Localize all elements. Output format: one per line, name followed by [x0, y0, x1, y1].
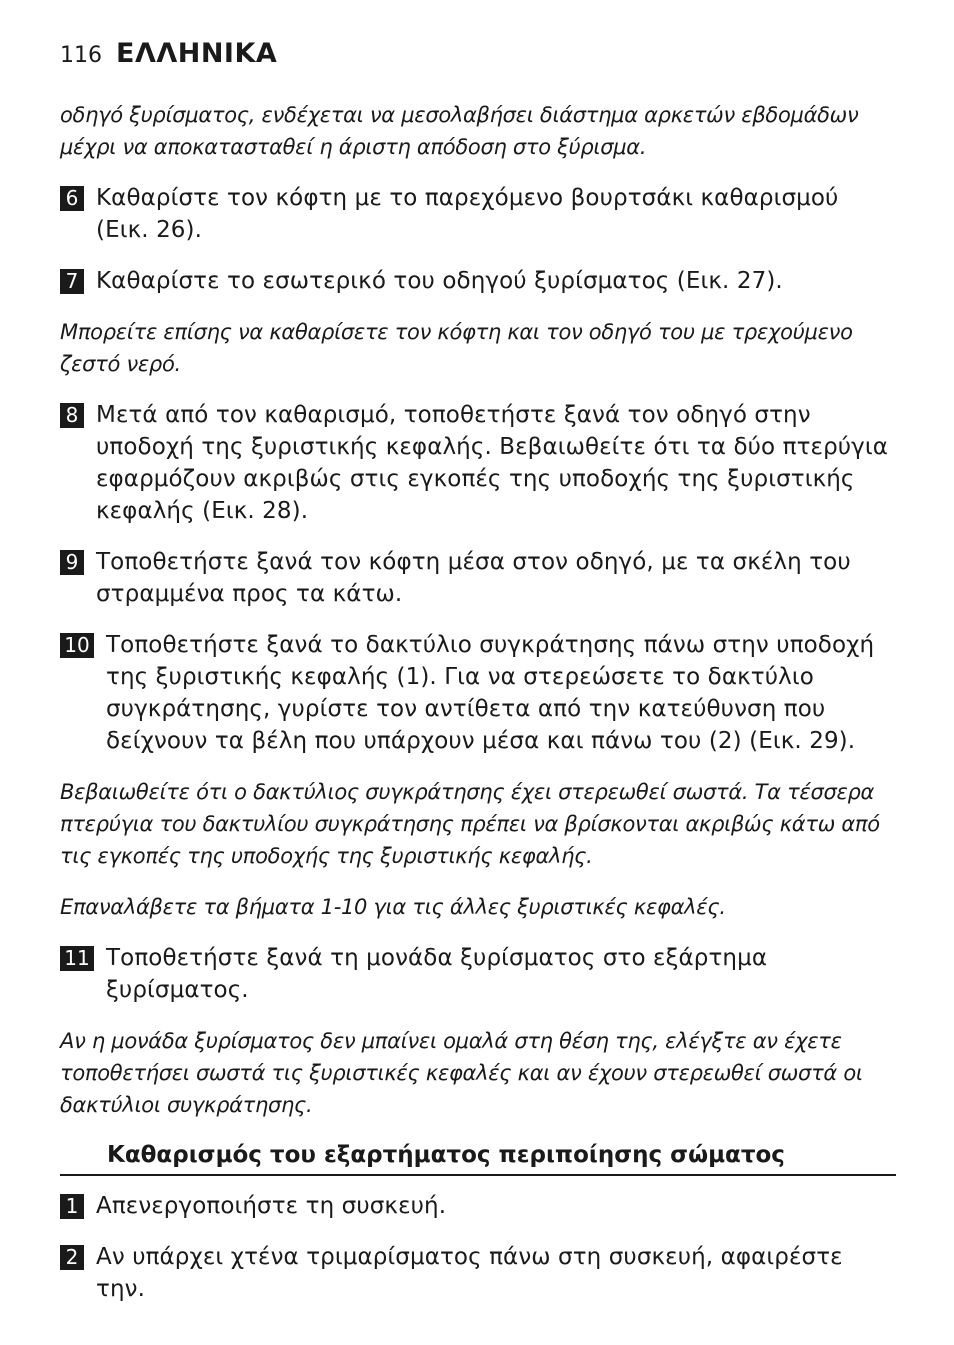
step-item — [60, 1190, 896, 1222]
section-title: ΕΛΛΗΝΙΚΑ — [116, 38, 278, 69]
subsection-title: Καθαρισμός του εξαρτήματος περιποίησης σώματος — [107, 1142, 785, 1168]
step-text: Τοποθετήστε ξανά τη μονάδα ξυρίσματος στο εξάρτημα ξυρίσματος. — [106, 945, 768, 1003]
page-number: 116 — [60, 43, 102, 68]
step-number-badge: 7 — [60, 269, 84, 294]
page-header — [60, 38, 896, 69]
note-shaving-unit: Αν η μονάδα ξυρίσματος δεν μπαίνει ομαλά στη θέση της, ελέγξτε αν έχετε τοποθετήσει σωστά τις ξυριστικές κεφαλές και αν έχουν στερεωθεί σωστά οι δακτύλιοι συγκράτησης. — [60, 1029, 863, 1117]
step-item — [60, 399, 896, 527]
step-text: Τοποθετήστε ξανά τον κόφτη μέσα στον οδηγό, με τα σκέλη του στραμμένα προς τα κάτω. — [96, 549, 851, 607]
intro-note: οδηγό ξυρίσματος, ενδέχεται να μεσολαβήσει διάστημα αρκετών εβδομάδων μέχρι να αποκατασταθεί η άριστη απόδοση στο ξύρισμα. — [60, 103, 859, 159]
step-text: Απενεργοποιήστε τη συσκευή. — [96, 1193, 447, 1219]
subsection-heading — [60, 1140, 896, 1176]
step-item — [60, 1241, 896, 1305]
step-number-badge: 2 — [60, 1245, 84, 1270]
note-repeat-steps: Επαναλάβετε τα βήματα 1-10 για τις άλλες ξυριστικές κεφαλές. — [60, 895, 726, 919]
step-number-badge: 10 — [60, 633, 94, 658]
step-item — [60, 182, 896, 246]
step-number-badge: 11 — [60, 946, 94, 971]
step-number-badge: 8 — [60, 403, 84, 428]
step-text: Τοποθετήστε ξανά το δακτύλιο συγκράτησης πάνω στην υποδοχή της ξυριστικής κεφαλής (1). Για να στερεώσετε το δακτύλιο συγκράτησης, γυρίστε τον αντίθετα από την κατεύθυνση που δείχνουν τα βέλη που υπάρχουν μέσα και πάνω του (2) (Εικ. 29). — [106, 632, 875, 754]
step-number-badge: 9 — [60, 550, 84, 575]
step-text: Καθαρίστε τον κόφτη με το παρεχόμενο βουρτσάκι καθαρισμού (Εικ. 26). — [96, 185, 839, 243]
step-item — [60, 265, 896, 297]
note-hot-water: Μπορείτε επίσης να καθαρίσετε τον κόφτη και τον οδηγό του με τρεχούμενο ζεστό νερό. — [60, 320, 853, 376]
step-number-badge: 1 — [60, 1194, 84, 1219]
step-item — [60, 546, 896, 610]
step-text: Μετά από τον καθαρισμό, τοποθετήστε ξανά τον οδηγό στην υποδοχή της ξυριστικής κεφαλής. Βεβαιωθείτε ότι τα δύο πτερύγια εφαρμόζουν ακριβώς στις εγκοπές της υποδοχής της ξυριστικής κεφαλής (Εικ. 28). — [96, 402, 889, 524]
note-retaining-ring: Βεβαιωθείτε ότι ο δακτύλιος συγκράτησης έχει στερεωθεί σωστά. Τα τέσσερα πτερύγια του δακτυλίου συγκράτησης πρέπει να βρίσκονται ακριβώς κάτω από τις εγκοπές της υποδοχής της ξυριστικής κεφαλής. — [60, 780, 880, 868]
step-item — [60, 629, 896, 757]
step-number-badge: 6 — [60, 186, 84, 211]
step-text: Αν υπάρχει χτένα τριμαρίσματος πάνω στη συσκευή, αφαιρέστε την. — [96, 1244, 843, 1302]
step-text: Καθαρίστε το εσωτερικό του οδηγού ξυρίσματος (Εικ. 27). — [96, 268, 783, 294]
step-item — [60, 942, 896, 1006]
